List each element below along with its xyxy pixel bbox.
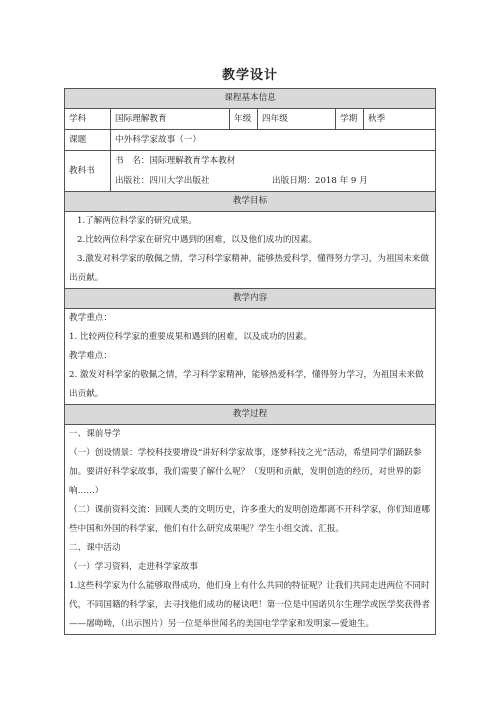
publish-date <box>272 171 368 191</box>
content-body <box>65 309 436 405</box>
goal-item: 2.比较两位科学家在研究中遇到的困难，以及他们成功的因素。 <box>77 235 318 245</box>
book-name-value: 国际理解教育学本教材 <box>149 156 236 166</box>
process-paragraph: 1.这些科学家为什么能够取得成功，他们身上有什么共同的特征呢？让我们共同走进两位不同时代，不同国籍的科学家，去寻找他们成功的秘诀吧！第一位是中国诺贝尔生理学或医学奖获得者——屠呦呦，（出示图片）另一位是举世闻名的美国电学学家和发明家—爱迪生。 <box>69 581 430 629</box>
section-goals-header: 教学目标 <box>65 192 436 212</box>
document-title: 教学设计 <box>221 68 278 83</box>
subject-value: 国际理解教育 <box>111 109 230 130</box>
term-label: 学期 <box>336 109 364 130</box>
goal-item: 1.了解两位科学家的研究成果。 <box>77 216 197 226</box>
publisher-value: 四川大学出版社 <box>149 176 210 186</box>
grade-value: 四年级 <box>258 109 336 130</box>
section-content-header: 教学内容 <box>65 289 436 309</box>
textbook-label: 教科书 <box>65 151 111 192</box>
textbook-info <box>111 151 436 192</box>
process-subheading: （一）学习资料，走进科学家故事 <box>69 562 198 572</box>
process-stage-heading: 二、课中活动 <box>69 543 121 553</box>
goals-body <box>65 212 436 289</box>
process-stage-heading: 一、课前导学 <box>69 429 121 439</box>
publisher-line <box>115 171 431 191</box>
process-paragraph: （一）创设情景：学校科技要增设“讲好科学家故事，逐梦科技之光”活动，希望同学们踊跃参加。要讲好科学家故事，我们需要了解什么呢？（发明和贡献，发明创造的经历，对世界的影响……） <box>69 448 422 496</box>
section-basic-info-header: 课程基本信息 <box>65 89 436 109</box>
grade-label: 年级 <box>230 109 258 130</box>
publish-date-label: 出版日期： <box>272 176 315 186</box>
book-name-line <box>115 151 431 171</box>
process-body <box>65 425 436 635</box>
subject-label: 学科 <box>65 109 111 130</box>
goal-item: 3.激发对科学家的敬佩之情，学习科学家精神，能够热爱科学，懂得努力学习，为祖国未来做出贡献。 <box>69 254 429 283</box>
key-points-item: 1. 比较两位科学家的重要成果和遇到的困难，以及成功的因素。 <box>69 332 312 342</box>
topic-value: 中外科学家故事（一） <box>111 130 436 151</box>
term-value: 秋季 <box>364 109 436 130</box>
process-paragraph: （二）课前资料交流：回顾人类的文明历史，许多重大的发明创造都离不开科学家，你们知道哪些中国和外国的科学家，他们有什么研究成果呢？学生小组交流、汇报。 <box>69 505 430 534</box>
difficult-points-item: 2. 激发对科学家的敬佩之情，学习科学家精神，能够热爱科学，懂得努力学习，为祖国未来做出贡献。 <box>69 370 424 399</box>
key-points-label: 教学重点： <box>69 313 112 323</box>
book-name-label: 书 名： <box>115 156 150 166</box>
publisher-label: 出版社： <box>115 176 150 186</box>
section-process-header: 教学过程 <box>65 405 436 425</box>
publish-date-value: 2018 年 9 月 <box>314 176 368 186</box>
difficult-points-label: 教学难点： <box>69 351 112 361</box>
lesson-plan-table <box>64 88 436 635</box>
topic-label: 课题 <box>65 130 111 151</box>
